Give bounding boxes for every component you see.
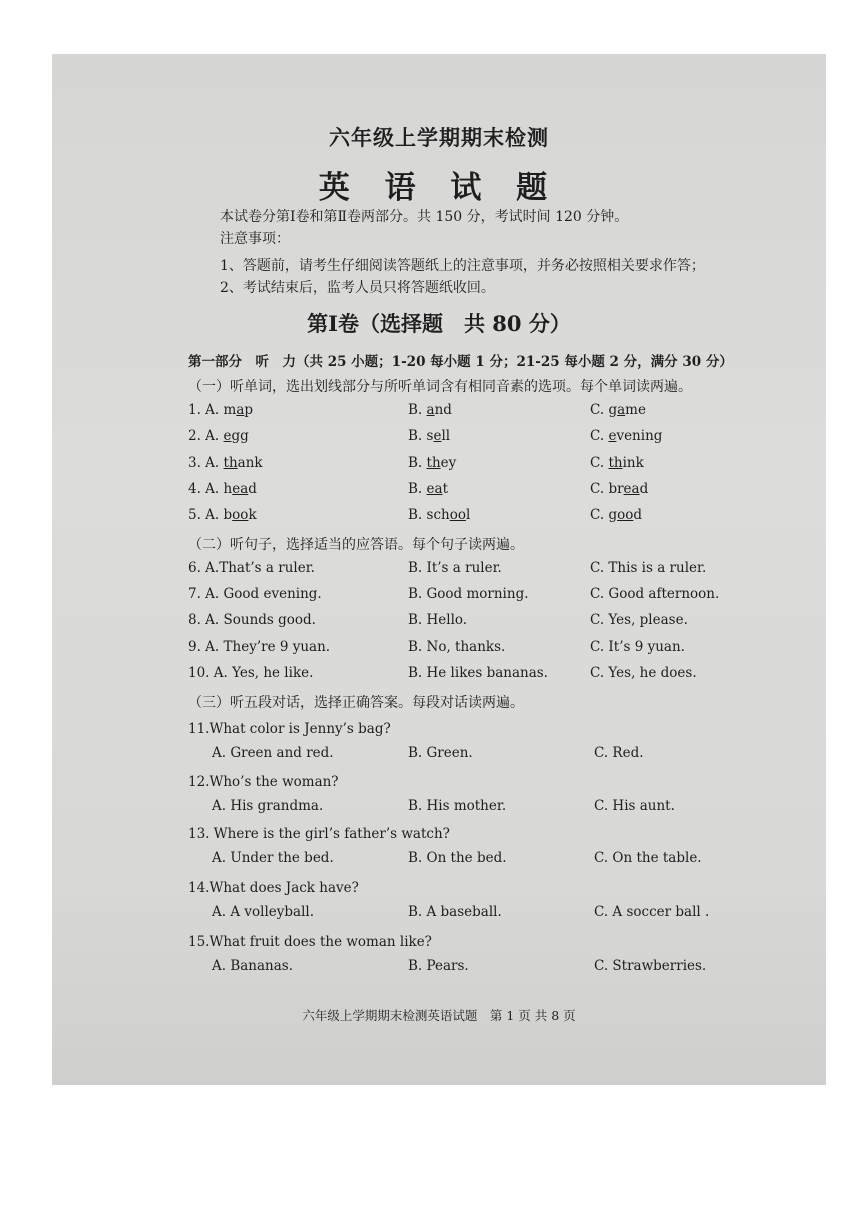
underlined-letters: e bbox=[433, 428, 442, 445]
intro-line: 本试卷分第Ⅰ卷和第Ⅱ卷两部分。共 150 分，考试时间 120 分钟。 bbox=[220, 209, 629, 225]
word-part: 1. A. bbox=[188, 402, 224, 418]
word-part: vening bbox=[616, 428, 663, 445]
sentence-option-9-c: C. It’s 9 yuan. bbox=[590, 638, 685, 655]
underlined-letters: e bbox=[223, 428, 232, 445]
word-part: C. bbox=[590, 480, 609, 497]
word-part: d bbox=[248, 480, 257, 497]
word-part: l bbox=[465, 507, 471, 524]
word-option-3-b bbox=[408, 455, 456, 471]
sentence-option-7-a: 7. A. Good evening. bbox=[188, 586, 322, 603]
word-part: ank bbox=[237, 454, 263, 471]
dialog-question-12: 12.Who’s the woman? bbox=[188, 774, 339, 790]
word-part: 3. A. bbox=[188, 454, 224, 471]
dialog-option-15-a: A. Bananas. bbox=[212, 958, 294, 974]
notice-item-2: 2、考试结束后，监考人员只将答题纸收回。 bbox=[220, 280, 495, 296]
dialog-question-15: 15.What fruit does the woman like? bbox=[188, 934, 432, 950]
dialog-question-14: 14.What does Jack have? bbox=[188, 880, 359, 896]
sentence-option-10-c: C. Yes, he does. bbox=[590, 664, 697, 681]
word-option-2-b bbox=[408, 428, 450, 444]
exam-page-photo bbox=[52, 54, 826, 1085]
dialog-option-14-a: A. A volleyball. bbox=[212, 904, 314, 920]
underlined-letters: oo bbox=[617, 507, 634, 524]
word-part: g bbox=[608, 507, 618, 524]
word-part: ll bbox=[441, 428, 451, 445]
dialog-option-14-b: B. A baseball. bbox=[408, 904, 502, 920]
dialog-option-12-a: A. His grandma. bbox=[212, 798, 324, 814]
word-option-3-c bbox=[590, 455, 644, 471]
word-part: B. bbox=[408, 507, 427, 524]
dialog-option-11-c: C. Red. bbox=[594, 745, 644, 761]
word-part: C. bbox=[590, 454, 609, 471]
sentence-option-7-b: B. Good morning. bbox=[408, 586, 529, 603]
word-part: ey bbox=[440, 454, 457, 471]
word-option-2-a bbox=[188, 428, 249, 444]
dialog-option-12-b: B. His mother. bbox=[408, 798, 507, 814]
underlined-letters: a bbox=[617, 402, 626, 418]
dialog-option-13-a: A. Under the bed. bbox=[212, 850, 334, 866]
word-part: h bbox=[223, 480, 233, 497]
dialog-option-13-c: C. On the table. bbox=[594, 850, 702, 866]
word-part: m bbox=[223, 402, 237, 418]
word-part: b bbox=[223, 507, 233, 524]
word-part: B. bbox=[408, 480, 427, 497]
underlined-letters: th bbox=[608, 454, 623, 471]
sentence-option-6-b: B. It’s a ruler. bbox=[408, 560, 502, 576]
word-part: p bbox=[244, 402, 254, 418]
dialog-option-15-c: C. Strawberries. bbox=[594, 958, 707, 974]
dialog-question-11: 11.What color is Jenny’s bag? bbox=[188, 721, 391, 737]
sentence-option-6-c: C. This is a ruler. bbox=[590, 560, 707, 576]
underlined-letters: oo bbox=[232, 507, 249, 524]
sentence-option-7-c: C. Good afternoon. bbox=[590, 586, 720, 603]
notice-label: 注意事项： bbox=[220, 231, 290, 247]
sentence-option-9-b: B. No, thanks. bbox=[408, 638, 506, 655]
underlined-letters: oo bbox=[449, 507, 466, 524]
word-part: d bbox=[633, 507, 643, 524]
underlined-letters: th bbox=[223, 454, 238, 471]
volume-title: 第Ⅰ卷（选择题 共 80 分） bbox=[307, 311, 571, 336]
sentence-option-8-a: 8. A. Sounds good. bbox=[188, 612, 316, 629]
word-option-1-c bbox=[590, 402, 646, 418]
word-part: t bbox=[442, 480, 448, 497]
word-part: 4. A. bbox=[188, 480, 224, 497]
underlined-letters: ea bbox=[623, 480, 640, 497]
word-part: 5. A. bbox=[188, 507, 224, 524]
subject-title: 英 语 试 题 bbox=[318, 170, 560, 206]
word-option-4-c bbox=[590, 481, 648, 497]
section-instruction-2: （二）听句子，选择适当的应答语。每个句子读两遍。 bbox=[188, 537, 524, 553]
word-option-4-a bbox=[188, 481, 257, 497]
notice-item-1: 1、答题前，请考生仔细阅读答题纸上的注意事项，并务必按照相关要求作答； bbox=[220, 258, 705, 274]
section-instruction-1: （一）听单词，选出划线部分与所听单词含有相同音素的选项。每个单词读两遍。 bbox=[188, 379, 692, 395]
underlined-letters: th bbox=[426, 454, 441, 471]
word-part: 2. A. bbox=[188, 428, 224, 445]
dialog-option-15-b: B. Pears. bbox=[408, 958, 469, 974]
word-option-1-a bbox=[188, 402, 253, 418]
word-option-2-c bbox=[590, 428, 662, 444]
word-part: sch bbox=[426, 507, 450, 524]
word-option-5-a bbox=[188, 507, 257, 523]
word-part: B. bbox=[408, 454, 427, 471]
word-part: C. bbox=[590, 507, 609, 524]
word-part: g bbox=[608, 402, 618, 418]
word-part: s bbox=[426, 428, 434, 445]
word-option-3-a bbox=[188, 455, 263, 471]
sentence-option-10-a: 10. A. Yes, he like. bbox=[188, 664, 314, 681]
word-part: C. bbox=[590, 428, 609, 445]
word-part: gg bbox=[231, 428, 249, 445]
page-footer: 六年级上学期期末检测英语试题 第 1 页 共 8 页 bbox=[302, 1008, 576, 1023]
underlined-letters: a bbox=[236, 402, 245, 418]
word-part: ink bbox=[622, 454, 644, 471]
part1-heading: 第一部分 听 力（共 25 小题；1-20 每小题 1 分；21-25 每小题 2 分，满分 30 分） bbox=[188, 354, 733, 370]
sentence-option-8-b: B. Hello. bbox=[408, 612, 468, 629]
word-part: k bbox=[248, 507, 257, 524]
underlined-letters: ea bbox=[232, 480, 249, 497]
dialog-option-11-a: A. Green and red. bbox=[212, 745, 334, 761]
underlined-letters: ea bbox=[426, 480, 443, 497]
dialog-option-13-b: B. On the bed. bbox=[408, 850, 507, 866]
exam-title: 六年级上学期期末检测 bbox=[329, 125, 549, 150]
dialog-option-12-c: C. His aunt. bbox=[594, 798, 675, 814]
word-part: me bbox=[625, 402, 646, 418]
word-part: br bbox=[608, 480, 624, 497]
underlined-letters: e bbox=[608, 428, 617, 445]
word-part: nd bbox=[434, 402, 452, 418]
dialog-option-11-b: B. Green. bbox=[408, 745, 473, 761]
dialog-option-14-c: C. A soccer ball . bbox=[594, 904, 710, 920]
section-instruction-3: （三）听五段对话，选择正确答案。每段对话读两遍。 bbox=[188, 695, 524, 711]
word-part: d bbox=[639, 480, 649, 497]
word-option-5-c bbox=[590, 507, 642, 523]
sentence-option-9-a: 9. A. They’re 9 yuan. bbox=[188, 638, 331, 655]
word-option-5-b bbox=[408, 507, 470, 523]
word-option-1-b bbox=[408, 402, 452, 418]
word-option-4-b bbox=[408, 481, 448, 497]
dialog-question-13: 13. Where is the girl’s father’s watch? bbox=[188, 826, 450, 842]
sentence-option-6-a: 6. A.That’s a ruler. bbox=[188, 560, 315, 576]
word-part: B. bbox=[408, 428, 427, 445]
sentence-option-10-b: B. He likes bananas. bbox=[408, 664, 548, 681]
sentence-option-8-c: C. Yes, please. bbox=[590, 612, 688, 629]
word-part: B. bbox=[408, 402, 427, 418]
underlined-letters: a bbox=[426, 402, 435, 418]
word-part: C. bbox=[590, 402, 609, 418]
